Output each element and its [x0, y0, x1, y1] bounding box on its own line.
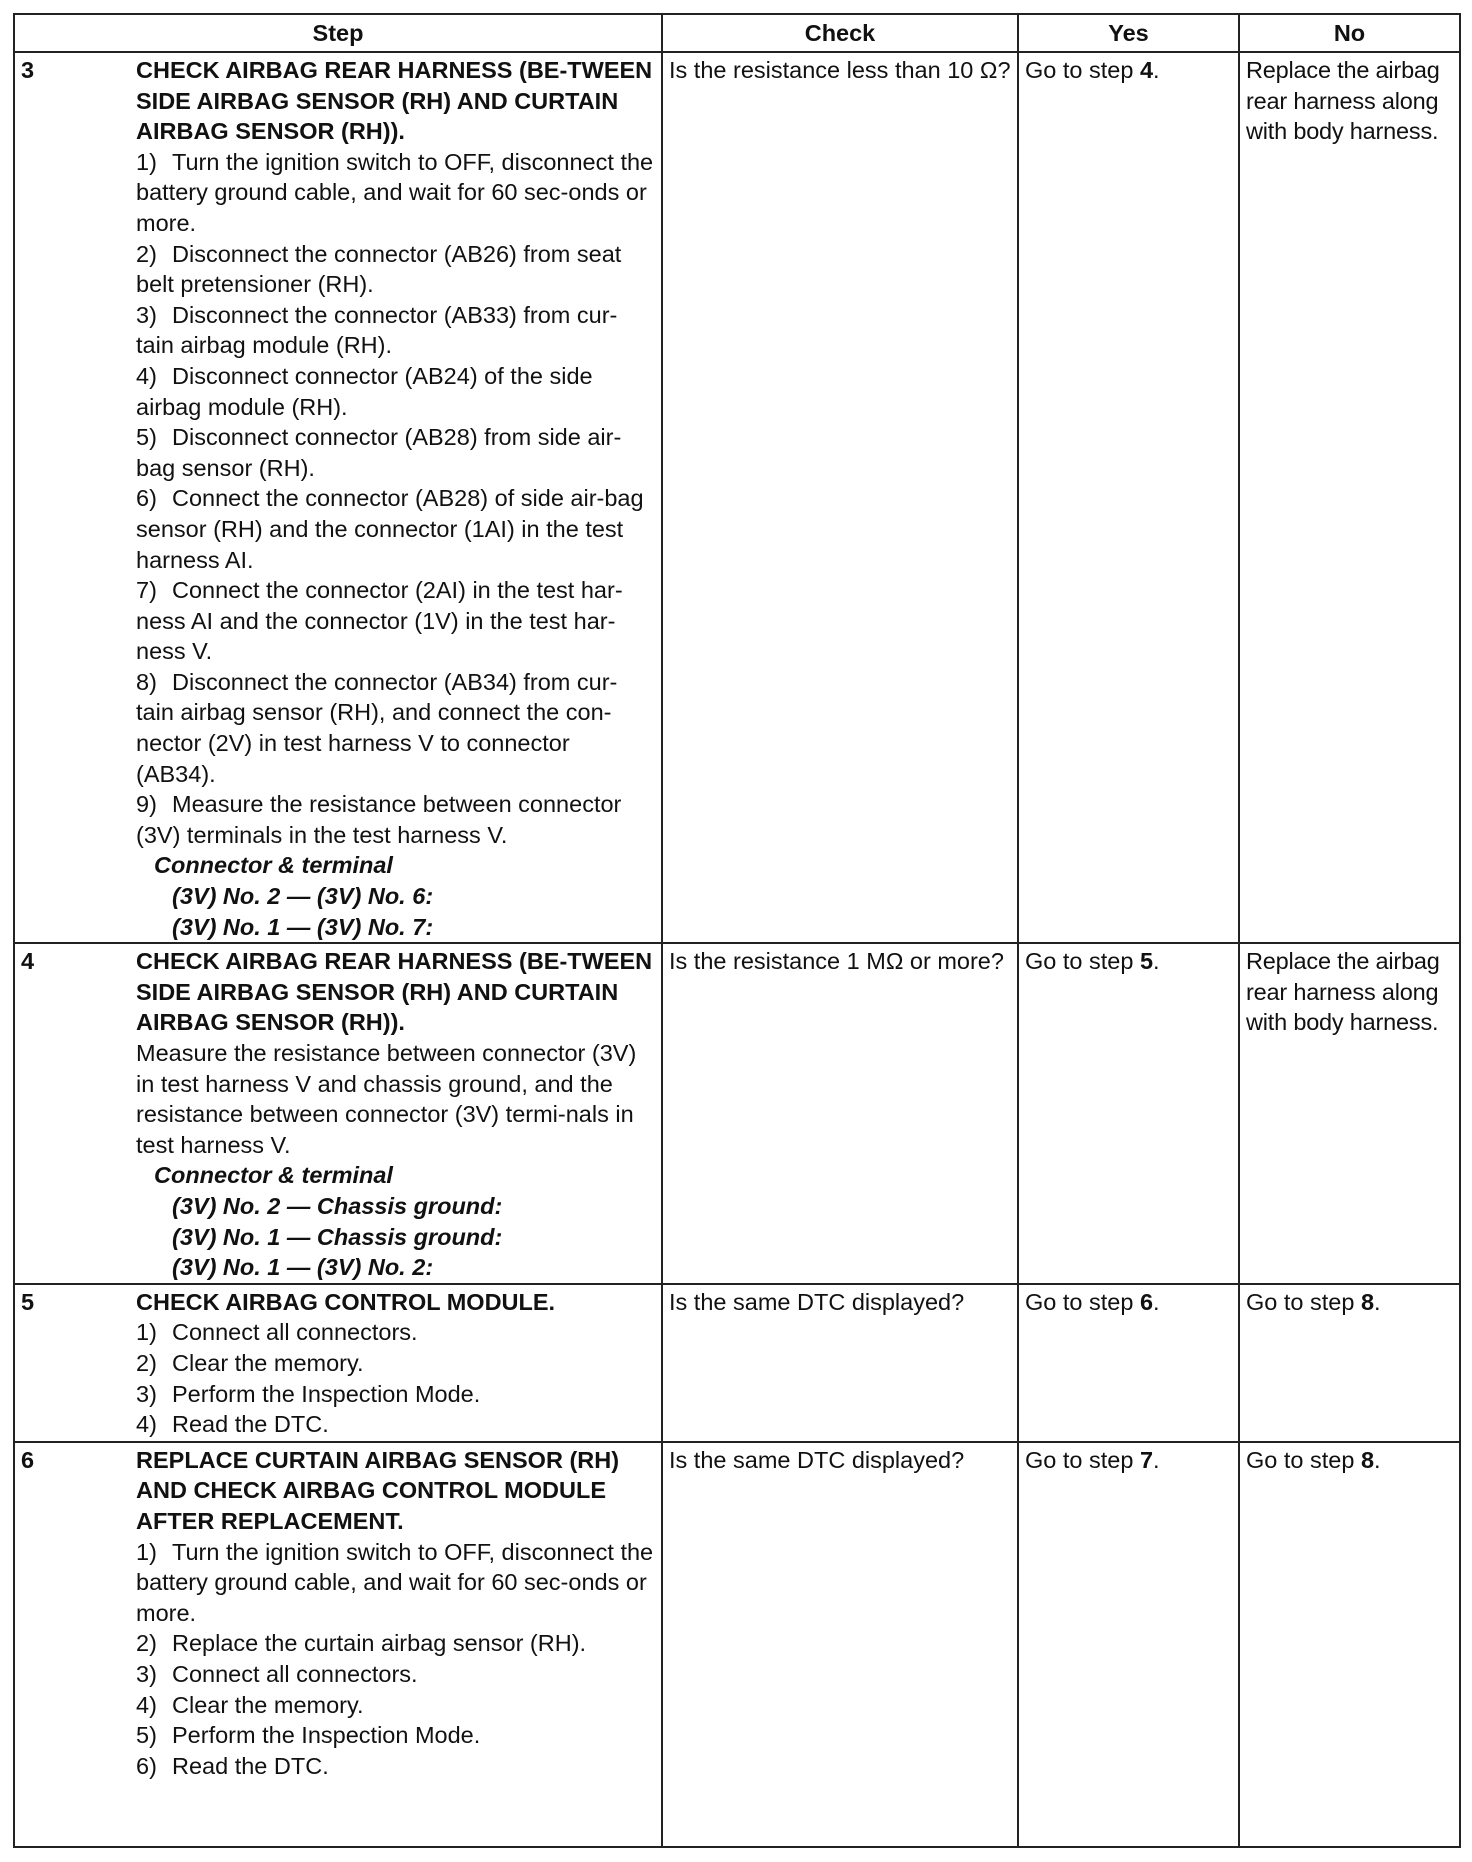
- header-row: [14, 14, 1460, 52]
- no-step-number: 8: [1360, 1288, 1375, 1315]
- list-item: 6) Connect the connector (AB28) of side air-bag sensor (RH) and the connector (1AI) in the test harness AI.: [136, 485, 644, 573]
- table-row: [14, 1442, 1460, 1847]
- list-item: 8) Disconnect the connector (AB34) from cur-tain airbag sensor (RH), and connect the con-nector (2V) in test harness V to connector (AB34).: [136, 668, 618, 787]
- list-item: 3) Perform the Inspection Mode.: [136, 1380, 481, 1407]
- list-item: 5) Disconnect connector (AB28) from side air-bag sensor (RH).: [136, 424, 622, 481]
- connector-terminal-item: (3V) No. 2 — Chassis ground:: [172, 1192, 503, 1219]
- step-title: CHECK AIRBAG REAR HARNESS (BE-TWEEN SIDE AIRBAG SENSOR (RH) AND CURTAIN AIRBAG SENSOR (RH)).: [136, 57, 653, 145]
- yes-cell: Go to step 6.: [1018, 1284, 1239, 1442]
- step-cell: [14, 943, 662, 1284]
- connector-terminal-item: (3V) No. 1 — (3V) No. 7:: [172, 913, 434, 940]
- connector-terminal-heading: Connector & terminal: [154, 1162, 393, 1189]
- yes-step-number: 7: [1139, 1446, 1154, 1473]
- connector-terminal-heading: Connector & terminal: [154, 852, 393, 879]
- check-cell: Is the same DTC displayed?: [662, 1442, 1018, 1847]
- list-item: 2) Disconnect the connector (AB26) from seat belt pretensioner (RH).: [136, 240, 622, 298]
- list-item: 6) Read the DTC.: [136, 1752, 329, 1779]
- diagnostic-table: [13, 13, 1461, 1848]
- list-item: 1) Turn the ignition switch to OFF, disconnect the battery ground cable, and wait for 60 sec-onds or more.: [136, 1538, 654, 1626]
- list-item: 4) Read the DTC.: [136, 1411, 329, 1438]
- yes-step-number: 5: [1139, 948, 1154, 975]
- step-number: 6: [21, 1446, 35, 1473]
- list-item: 4) Clear the memory.: [136, 1691, 364, 1718]
- table-row: [14, 943, 1460, 1284]
- header-step: Step: [14, 14, 662, 52]
- step-number: 4: [21, 948, 35, 975]
- list-item: 1) Connect all connectors.: [136, 1319, 418, 1346]
- list-item: 1) Turn the ignition switch to OFF, disconnect the battery ground cable, and wait for 60 sec-onds or more.: [136, 148, 654, 236]
- list-item: 2) Clear the memory.: [136, 1349, 364, 1376]
- yes-cell: Go to step 5.: [1018, 943, 1239, 1284]
- list-item: 4) Disconnect connector (AB24) of the side airbag module (RH).: [136, 362, 593, 420]
- procedure-list: [136, 147, 655, 851]
- check-cell: Is the resistance less than 10 Ω?: [662, 52, 1018, 943]
- step-number: 5: [21, 1288, 35, 1315]
- list-item: 9) Measure the resistance between connector (3V) terminals in the test harness V.: [136, 791, 622, 848]
- yes-step-number: 4: [1139, 57, 1154, 83]
- step-cell: [14, 1442, 662, 1847]
- connector-terminal-item: (3V) No. 1 — Chassis ground:: [172, 1223, 503, 1250]
- no-cell: Go to step 8.: [1239, 1284, 1460, 1442]
- list-item: 2) Replace the curtain airbag sensor (RH).: [136, 1630, 587, 1657]
- table-row: [14, 1284, 1460, 1442]
- step-title: REPLACE CURTAIN AIRBAG SENSOR (RH) AND CHECK AIRBAG CONTROL MODULE AFTER REPLACEMENT.: [136, 1446, 620, 1534]
- check-cell: Is the same DTC displayed?: [662, 1284, 1018, 1442]
- connector-terminal-item: (3V) No. 2 — (3V) No. 6:: [172, 883, 434, 910]
- header-yes: Yes: [1018, 14, 1239, 52]
- table-row: [14, 52, 1460, 943]
- yes-cell: Go to step 4.: [1018, 52, 1239, 943]
- yes-cell: Go to step 7.: [1018, 1442, 1239, 1847]
- list-item: 5) Perform the Inspection Mode.: [136, 1722, 481, 1749]
- connector-terminal-item: (3V) No. 1 — (3V) No. 2:: [172, 1254, 434, 1281]
- list-item: 3) Disconnect the connector (AB33) from cur-tain airbag module (RH).: [136, 301, 618, 359]
- step-cell: [14, 1284, 662, 1442]
- step-title: CHECK AIRBAG REAR HARNESS (BE-TWEEN SIDE AIRBAG SENSOR (RH) AND CURTAIN AIRBAG SENSOR (RH)).: [136, 948, 653, 1036]
- step-cell: [14, 52, 662, 943]
- no-cell: Go to step 8.: [1239, 1442, 1460, 1847]
- step-body: Measure the resistance between connector (3V) in test harness V and chassis ground, and the resistance between connector (3V) termi-nals in test harness V.: [136, 1040, 637, 1158]
- list-item: 7) Connect the connector (2AI) in the test har-ness AI and the connector (1V) in the test har-ness V.: [136, 577, 623, 665]
- step-title: CHECK AIRBAG CONTROL MODULE.: [136, 1288, 556, 1315]
- no-step-number: 8: [1360, 1446, 1375, 1473]
- procedure-list: [136, 1317, 655, 1439]
- yes-step-number: 6: [1139, 1288, 1154, 1315]
- step-number: 3: [21, 57, 35, 83]
- check-cell: Is the resistance 1 MΩ or more?: [662, 943, 1018, 1284]
- list-item: 3) Connect all connectors.: [136, 1660, 418, 1687]
- header-check: Check: [662, 14, 1018, 52]
- header-no: No: [1239, 14, 1460, 52]
- no-cell: Replace the airbag rear harness along with body harness.: [1239, 943, 1460, 1284]
- no-cell: Replace the airbag rear harness along with body harness.: [1239, 52, 1460, 943]
- procedure-list: [136, 1537, 655, 1782]
